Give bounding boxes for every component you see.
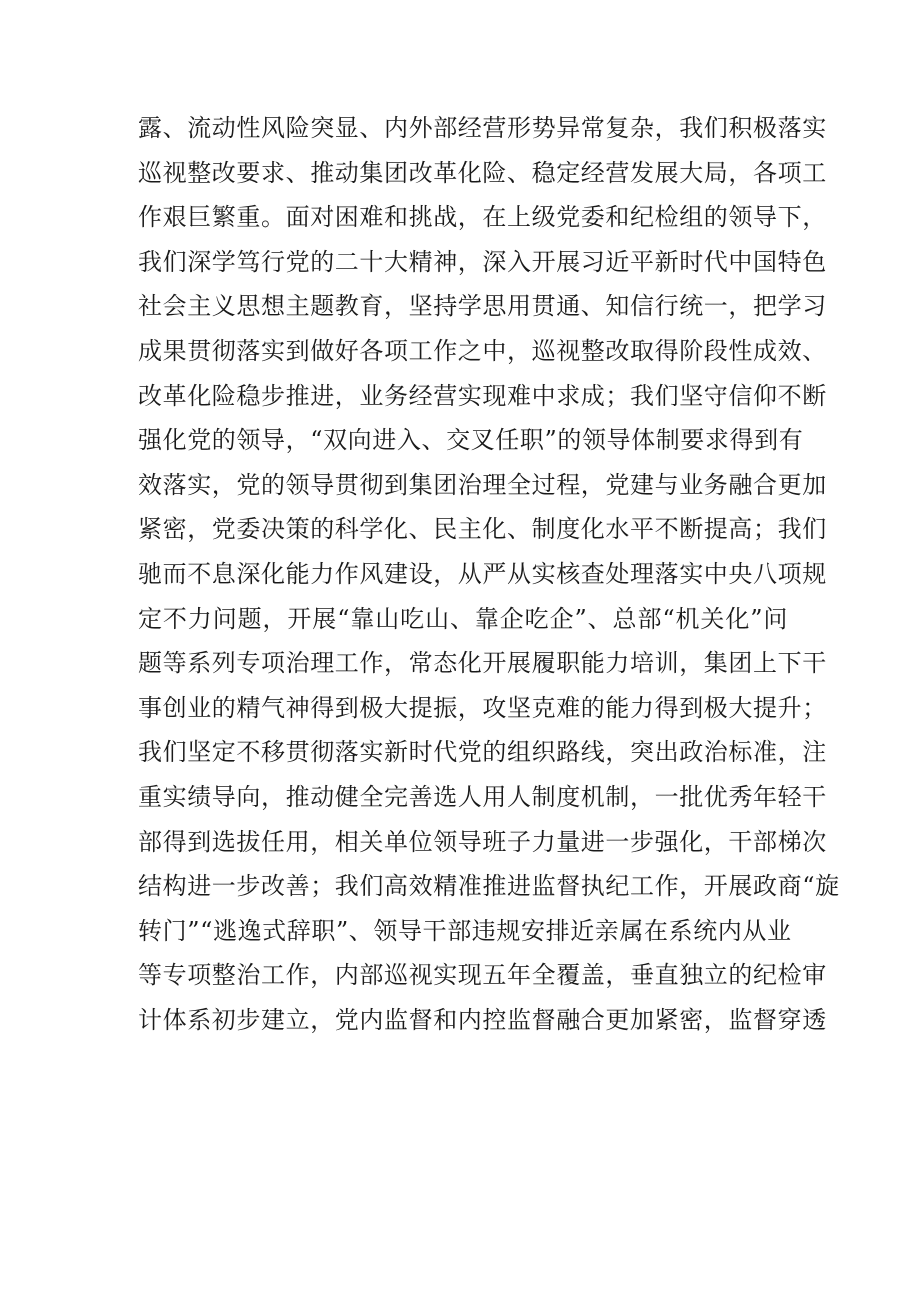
text-line: 部得到选拔任用，相关单位领导班子力量进一步强化，干部梯次 (138, 827, 827, 856)
text-line: 转门”“逃逸式辞职”、领导干部违规安排近亲属在系统内从业 (138, 916, 792, 945)
text-line: 重实绩导向，推动健全完善选人用人制度机制，一批优秀年轻干 (138, 782, 827, 811)
text-line: 驰而不息深化能力作风建设，从严从实核查处理落实中央八项规 (138, 559, 827, 588)
text-line: 强化党的领导，“双向进入、交叉任职”的领导体制要求得到有 (138, 426, 804, 455)
text-line: 作艰巨繁重。面对困难和挑战，在上级党委和纪检组的领导下， (138, 203, 827, 232)
text-line: 改革化险稳步推进，业务经营实现难中求成；我们坚守信仰不断 (138, 381, 827, 410)
text-line: 结构进一步改善；我们高效精准推进监督执纪工作，开展政商“旋 (138, 872, 840, 901)
text-line: 我们深学笃行党的二十大精神，深入开展习近平新时代中国特色 (138, 247, 827, 276)
text-line: 事创业的精气神得到极大提振，攻坚克难的能力得到极大提升； (138, 693, 827, 722)
text-line: 我们坚定不移贯彻落实新时代党的组织路线，突出政治标准，注 (138, 738, 827, 767)
text-line: 成果贯彻落实到做好各项工作之中，巡视整改取得阶段性成效、 (138, 336, 827, 365)
text-line: 社会主义思想主题教育，坚持学思用贯通、知信行统一，把学习 (138, 292, 827, 321)
text-line: 露、流动性风险突显、内外部经营形势异常复杂，我们积极落实 (138, 114, 827, 142)
text-line: 定不力问题，开展“靠山吃山、靠企吃企”、总部“机关化”问 (138, 604, 788, 633)
body-text (138, 106, 840, 1042)
text-line: 效落实，党的领导贯彻到集团治理全过程，党建与业务融合更加 (138, 470, 827, 499)
text-line: 紧密，党委决策的科学化、民主化、制度化水平不断提高；我们 (138, 515, 827, 544)
text-line: 等专项整治工作，内部巡视实现五年全覆盖，垂直独立的纪检审 (138, 961, 827, 990)
text-line: 计体系初步建立，党内监督和内控监督融合更加紧密，监督穿透 (138, 1005, 827, 1034)
text-line: 题等系列专项治理工作，常态化开展履职能力培训，集团上下干 (138, 649, 827, 678)
text-line: 巡视整改要求、推动集团改革化险、稳定经营发展大局，各项工 (138, 158, 827, 187)
